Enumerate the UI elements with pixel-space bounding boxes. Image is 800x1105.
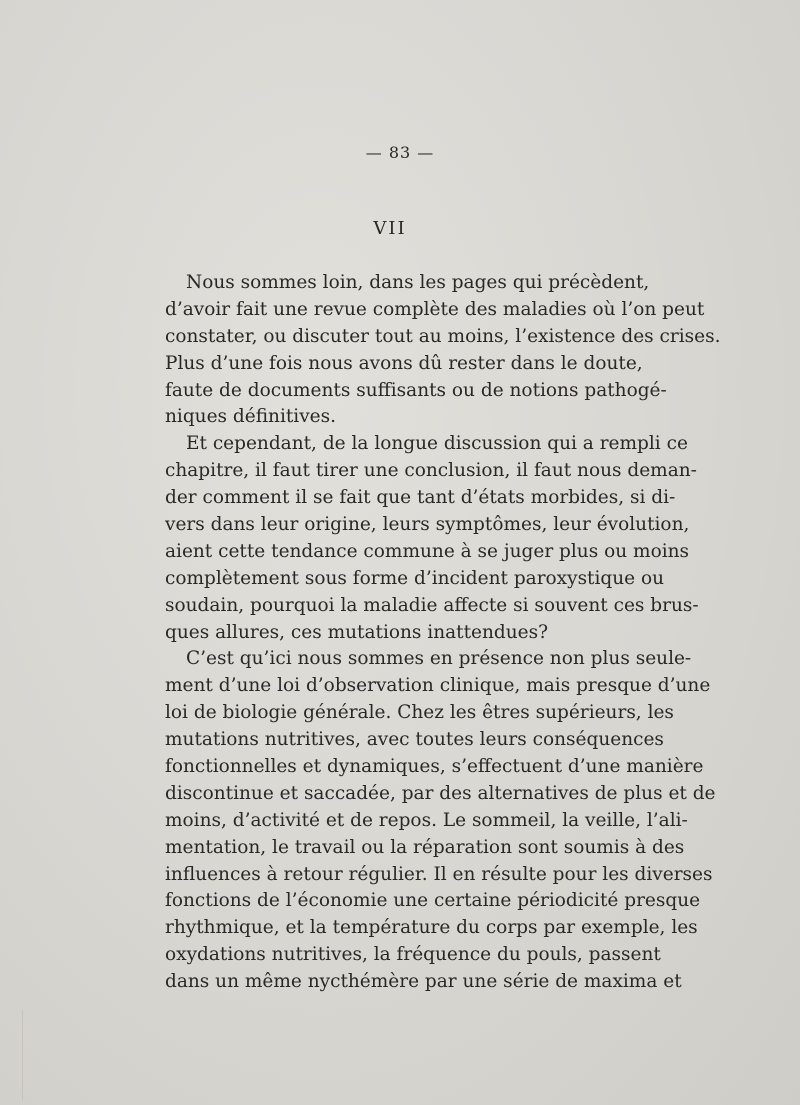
text-line: mentation, le travail ou la réparation sont soumis à des xyxy=(165,836,685,858)
text-line: ment d’une loi d’observation clinique, mais presque d’une xyxy=(165,675,711,697)
text-line: aient cette tendance commune à se juger plus ou moins xyxy=(165,540,690,562)
text-line: discontinue et saccadée, par des alternatives de plus et de xyxy=(165,782,716,804)
chapter-heading: VII xyxy=(373,218,407,239)
text-line: rhythmique, et la température du corps par exemple, les xyxy=(165,917,698,939)
text-line: Nous sommes loin, dans les pages qui précèdent, xyxy=(186,272,650,293)
paragraph xyxy=(165,431,699,646)
paragraph xyxy=(165,646,716,996)
text-line: moins, d’activité et de repos. Le sommeil, la veille, l’ali- xyxy=(165,809,688,831)
text-line: influences à retour régulier. Il en résulte pour les diverses xyxy=(165,863,713,885)
text-line: niques définitives. xyxy=(165,406,336,428)
text-line: C’est qu’ici nous sommes en présence non plus seule- xyxy=(186,648,692,670)
text-line: fonctions de l’économie une certaine périodicité presque xyxy=(165,890,701,912)
text-line: chapitre, il faut tirer une conclusion, il faut nous deman- xyxy=(165,460,697,482)
text-line: oxydations nutritives, la fréquence du pouls, passent xyxy=(165,944,661,966)
text-line: Et cependant, de la longue discussion qui a rempli ce xyxy=(186,433,688,455)
text-line: fonctionnelles et dynamiques, s’effectuent d’une manière xyxy=(165,756,704,778)
text-line: soudain, pourquoi la maladie affecte si souvent ces brus- xyxy=(165,594,699,616)
text-line: Plus d’une fois nous avons dû rester dans le doute, xyxy=(165,352,643,374)
page-edge-mark xyxy=(22,1010,23,1100)
text-line: loi de biologie générale. Chez les êtres supérieurs, les xyxy=(165,702,674,724)
paragraph xyxy=(165,270,721,431)
body-text xyxy=(165,270,721,996)
text-line: constater, ou discuter tout au moins, l’existence des crises. xyxy=(165,325,721,347)
text-line: faute de documents suffisants ou de notions pathogé- xyxy=(165,379,667,401)
text-line: complètement sous forme d’incident paroxystique ou xyxy=(165,567,665,589)
text-line: der comment il se fait que tant d’états morbides, si di- xyxy=(165,487,676,509)
text-line: mutations nutritives, avec toutes leurs conséquences xyxy=(165,729,664,751)
text-line: ques allures, ces mutations inattendues? xyxy=(165,621,548,643)
text-line: dans un même nycthémère par une série de maxima et xyxy=(165,971,682,993)
page-number: — 83 — xyxy=(365,143,435,162)
text-line: d’avoir fait une revue complète des maladies où l’on peut xyxy=(165,298,705,320)
text-line: vers dans leur origine, leurs symptômes, leur évolution, xyxy=(165,514,690,536)
